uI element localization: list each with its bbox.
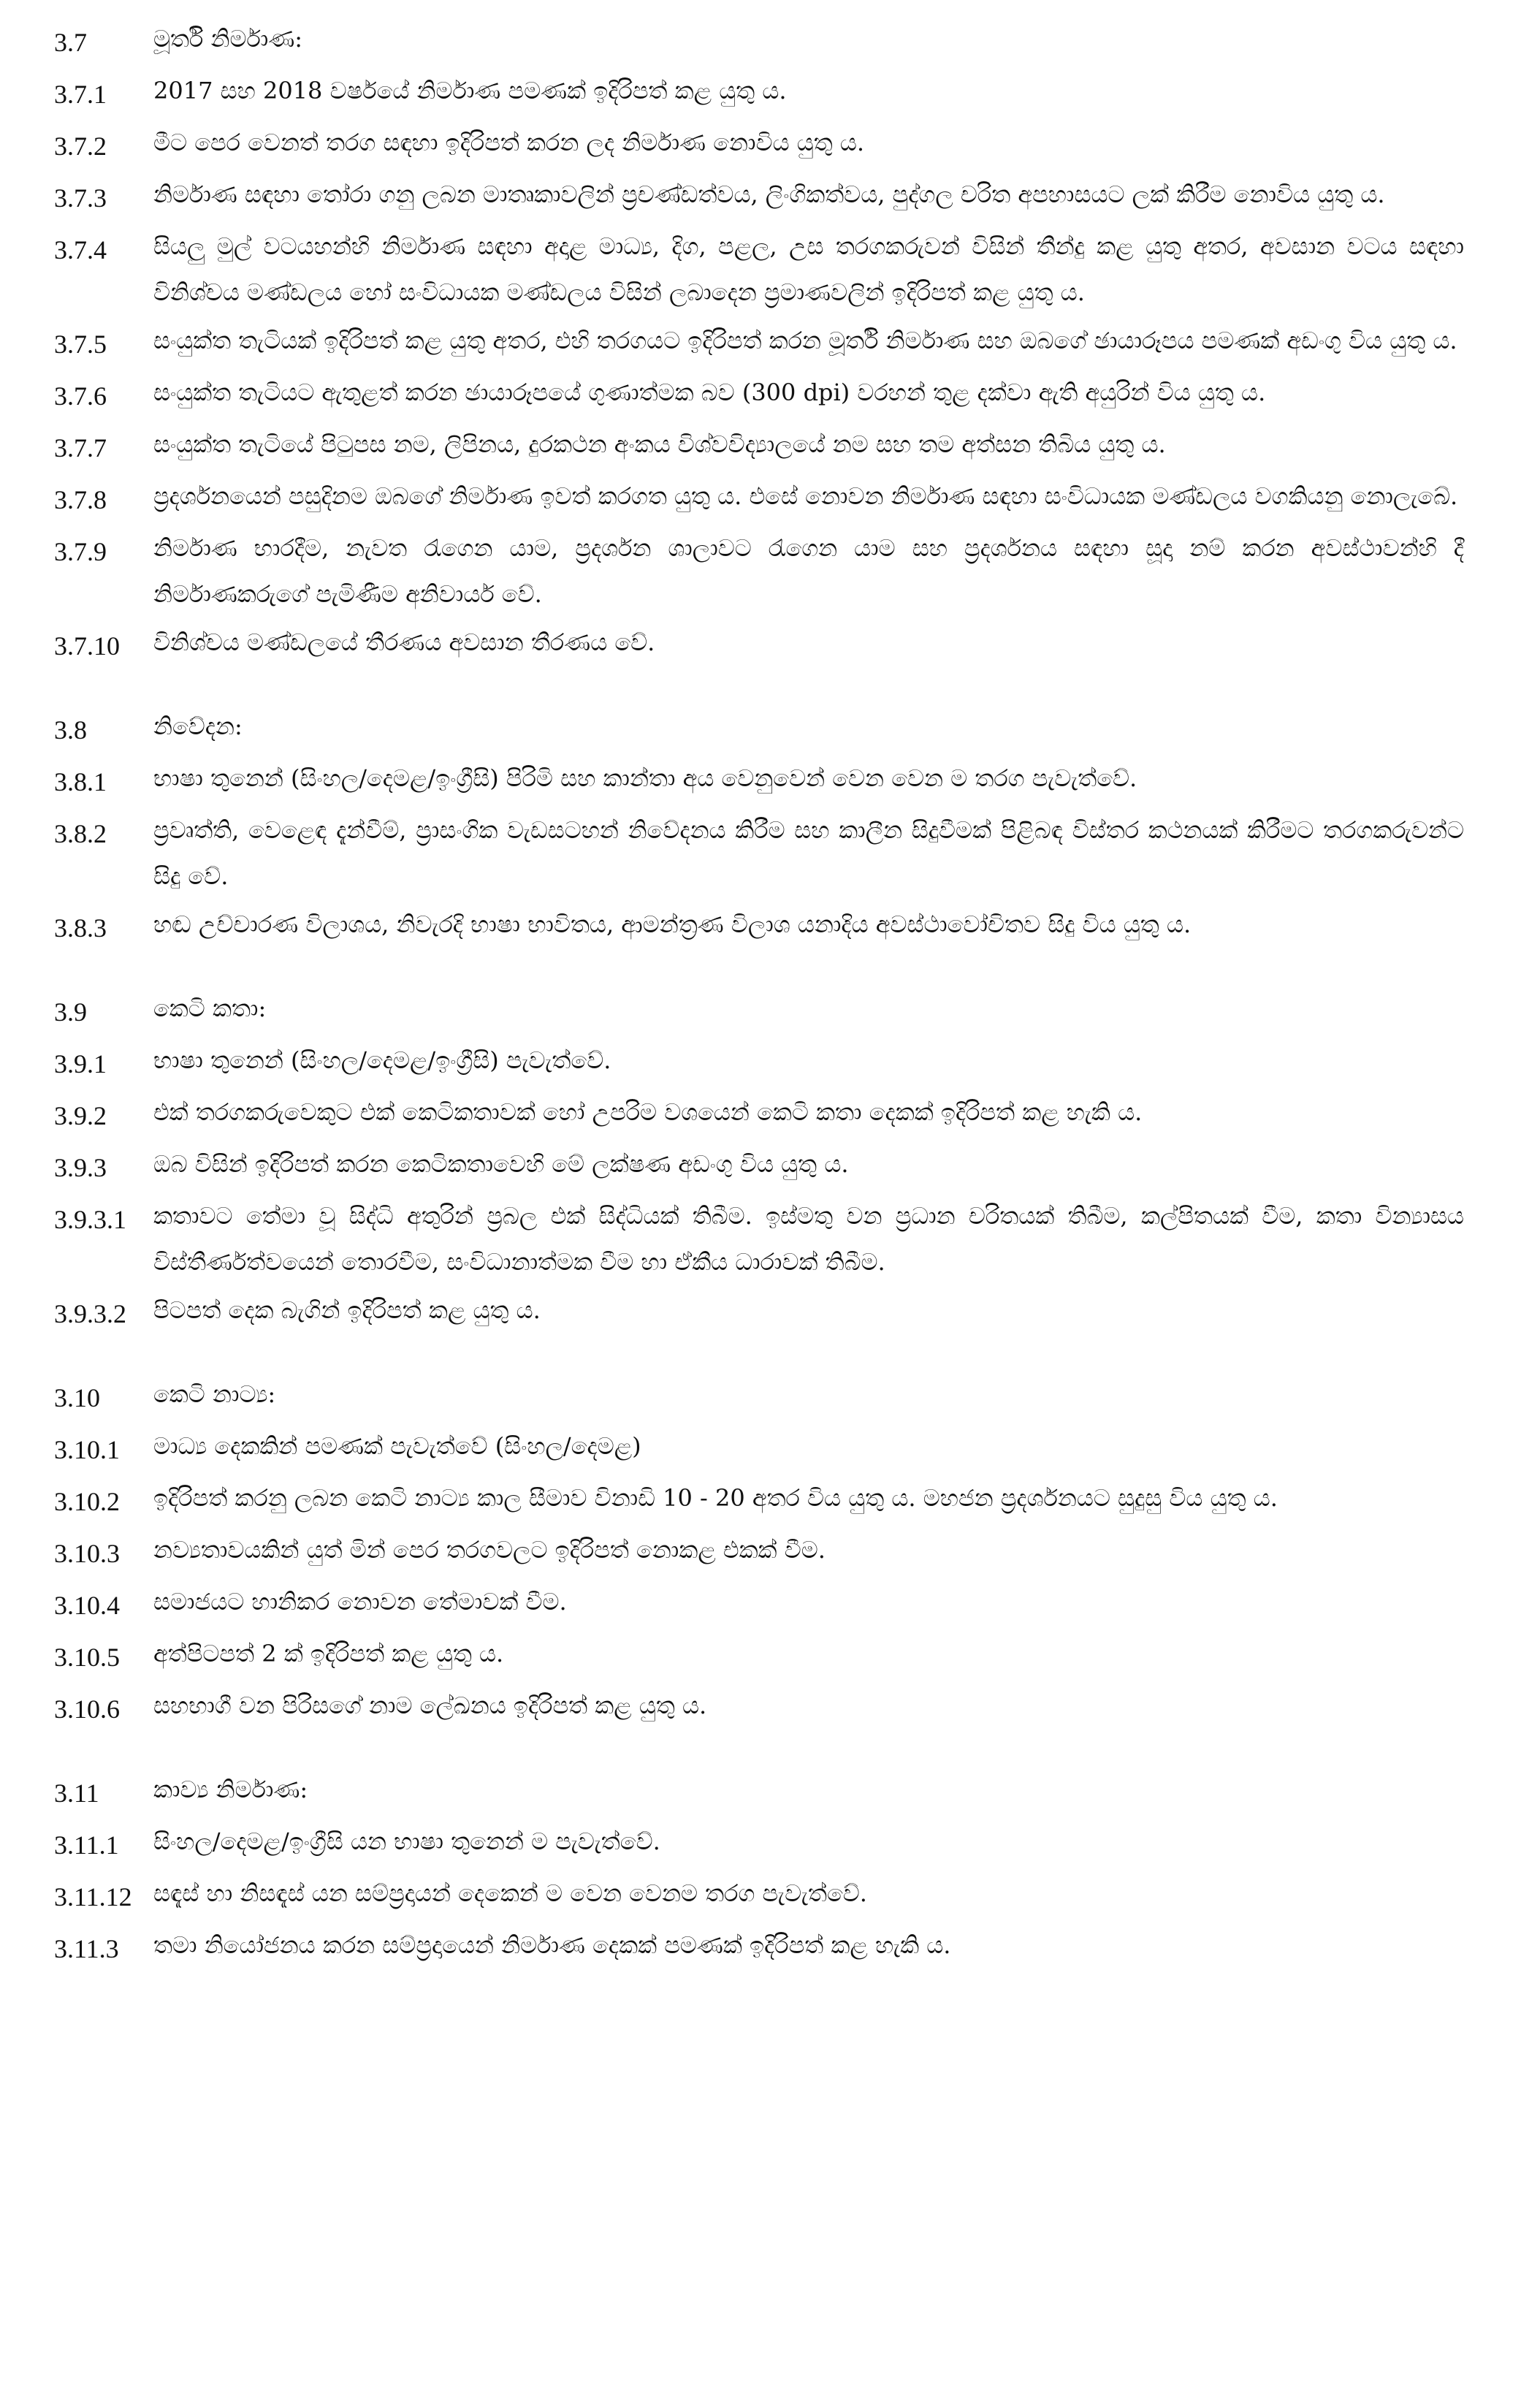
clause-text: ප්‍රවෘත්ති, වෙළෙඳ දැන්වීම්, ප්‍රාසංගික වැඩසටහන් නිවේදනය කිරීම සහ කාලීන සිදුවීමක් පිළිබඳ විස්තර කථනයක් කිරීමට තරගකරුවන්ට සිදු වේ. bbox=[153, 816, 1464, 890]
clause-text: අත්පිටපත් 2 ක් ඉදිරිපත් කළ යුතු ය. bbox=[153, 1640, 504, 1667]
clause bbox=[54, 473, 1464, 523]
section-number: 3.9 bbox=[54, 997, 87, 1027]
clause bbox=[54, 1819, 1464, 1868]
section bbox=[54, 986, 1464, 1337]
clause bbox=[54, 1631, 1464, 1681]
clause bbox=[54, 1683, 1464, 1732]
clause bbox=[54, 1193, 1464, 1285]
clause-number: 3.9.2 bbox=[54, 1101, 107, 1130]
clause-text: සංයුක්ත තැටියේ පිටුපස නම, ලිපිනය, දුරකථන අංකය විශ්වවිද්‍යාලයේ නම සහ තම අත්සන තිබිය යුතු ය. bbox=[153, 430, 1166, 458]
clause-text: ප්‍රදර්ශනයෙන් පසුදිනම ඔබගේ නිර්මාණ ඉවත් කරගත යුතු ය. එසේ නොවන නිර්මාණ සඳහා සංවිධායක මණ්ඩලය වගකියනු නොලැබේ. bbox=[153, 482, 1458, 510]
clause bbox=[54, 1089, 1464, 1139]
clause bbox=[54, 1038, 1464, 1087]
clause-number: 3.10.2 bbox=[54, 1487, 120, 1516]
section-items bbox=[54, 756, 1464, 951]
clause-number: 3.11.3 bbox=[54, 1934, 119, 1963]
section-title: මූර්ති නිර්මාණ: bbox=[153, 25, 303, 53]
clause-number: 3.7.2 bbox=[54, 132, 107, 161]
section-number: 3.11 bbox=[54, 1779, 99, 1808]
clause bbox=[54, 120, 1464, 170]
clause-text: භාෂා තුනෙන් (සිංහල/දෙමළ/ඉංග්‍රීසි) පිරිමි සහ කාන්තා අය වෙනුවෙන් වෙන වෙන ම තරග පැවැත්වේ. bbox=[153, 764, 1137, 792]
section-spacer bbox=[54, 1735, 1464, 1767]
clause bbox=[54, 1287, 1464, 1337]
clause-text: නිර්මාණ සඳහා තෝරා ගනු ලබන මාතෘකාවලින් ප්‍රචණ්ඩත්වය, ලිංගිකත්වය, පුද්ගල චරිත අපහාසයට ලක් කිරීම නොවිය යුතු ය. bbox=[153, 180, 1385, 208]
clause-number: 3.7.9 bbox=[54, 537, 107, 566]
section bbox=[54, 1372, 1464, 1732]
clause-number: 3.8.1 bbox=[54, 767, 107, 796]
section-heading bbox=[54, 1767, 1464, 1817]
section-heading bbox=[54, 704, 1464, 753]
clause-number: 3.10.4 bbox=[54, 1591, 120, 1620]
clause-text: භාෂා තුනෙන් (සිංහල/දෙමළ/ඉංග්‍රීසි) පැවැත්වේ. bbox=[153, 1046, 611, 1074]
clause-number: 3.11.12 bbox=[54, 1882, 132, 1912]
section-items bbox=[54, 1819, 1464, 1972]
clause-text: 2017 සහ 2018 වර්ෂයේ නිර්මාණ පමණක් ඉදිරිපත් කළ යුතු ය. bbox=[153, 77, 787, 104]
section-title: කෙටි කතා: bbox=[153, 994, 267, 1022]
section bbox=[54, 704, 1464, 951]
clause-text: සංයුක්ත තැටියට ඇතුළත් කරන ඡායාරූපයේ ගුණාත්මක බව (300 dpi) වරහන් තුළ දක්වා ඇති අයුරින් විය යුතු ය. bbox=[153, 379, 1266, 406]
document-page bbox=[54, 16, 1464, 1974]
clause bbox=[54, 370, 1464, 419]
clause-number: 3.7.1 bbox=[54, 80, 107, 109]
clause-number: 3.10.1 bbox=[54, 1435, 120, 1464]
clause bbox=[54, 756, 1464, 805]
section-number: 3.7 bbox=[54, 28, 87, 57]
section-heading bbox=[54, 986, 1464, 1035]
clause-text: පිටපත් දෙක බැගින් ඉදිරිපත් කළ යුතු ය. bbox=[153, 1296, 541, 1324]
clause-number: 3.9.3 bbox=[54, 1153, 107, 1182]
section-number: 3.8 bbox=[54, 715, 87, 745]
clause bbox=[54, 1579, 1464, 1629]
clause-text: සමාජයට හානිකර නොවන තේමාවක් වීම. bbox=[153, 1588, 567, 1616]
section-title: කාව්‍ය නිර්මාණ: bbox=[153, 1776, 308, 1803]
clause-text: කතාවට තේමා වූ සිද්ධි අතුරින් ප්‍රබල එක් සිද්ධියක් තිබීම. ඉස්මතු වන ප්‍රධාන චරිතයක් තිබීම, කල්පිතයක් වීම, කතා වින්‍යාසය විස්තීර්ණත්වයෙන් තොරවීම, සංවිධානාත්මක වීම හා ඒකීය ධාරාවක් තිබීම. bbox=[153, 1202, 1464, 1276]
clause bbox=[54, 1475, 1464, 1525]
clause-text: නිර්මාණ භාරදීම, නැවත රැගෙන යාම, ප්‍රදර්ශන ශාලාවට රැගෙන යාම සහ ප්‍රදර්ශනය සඳහා සූදා නම් කරන අවස්ථාවන්හි දී නිර්මාණකරුගේ පැමිණීම අනිවාර්ය වේ. bbox=[153, 534, 1464, 608]
clause-number: 3.7.3 bbox=[54, 183, 107, 213]
clause-text: ඉදිරිපත් කරනු ලබන කෙටි නාට්‍ය කාල සීමාව විනාඩි 10 - 20 අතර විය යුතු ය. මහජන ප්‍රදර්ශනයට සුදුසු විය යුතු ය. bbox=[153, 1484, 1278, 1512]
clause bbox=[54, 1527, 1464, 1577]
clause bbox=[54, 224, 1464, 316]
clause-number: 3.8.2 bbox=[54, 819, 107, 848]
clause-number: 3.7.10 bbox=[54, 631, 120, 661]
clause-number: 3.10.3 bbox=[54, 1539, 120, 1568]
clause bbox=[54, 422, 1464, 471]
clause bbox=[54, 318, 1464, 368]
section-spacer bbox=[54, 672, 1464, 704]
clause bbox=[54, 807, 1464, 899]
section bbox=[54, 16, 1464, 669]
section-number: 3.10 bbox=[54, 1383, 100, 1412]
clause bbox=[54, 68, 1464, 118]
clause bbox=[54, 1423, 1464, 1473]
clause-text: සහභාගී වන පිරිසගේ නාම ලේඛනය ඉදිරිපත් කළ යුතු ය. bbox=[153, 1692, 707, 1719]
clause-text: මාධ්‍ය දෙකකින් පමණක් පැවැත්වේ (සිංහල/දෙමළ) bbox=[153, 1432, 641, 1460]
section-spacer bbox=[54, 954, 1464, 986]
clause-text: සංයුක්ත තැටියක් ඉදිරිපත් කළ යුතු අතර, එහි තරගයට ඉදිරිපත් කරන මූර්ති නිර්මාණ සහ ඔබගේ ඡායාරූපය පමණක් අඩංගු විය යුතු ය. bbox=[153, 327, 1457, 354]
clause-number: 3.7.7 bbox=[54, 433, 107, 463]
clause-number: 3.11.1 bbox=[54, 1830, 119, 1860]
clause-text: සියලු මුල් වටයහන්හි නිර්මාණ සඳහා අදාළ මාධ්‍ය, දිග, පළල, උස තරගකරුවන් විසින් තීන්දු කළ යුතු අතර, අවසාන වටය සඳහා විනිශ්චය මණ්ඩලය හෝ සංවිධායක මණ්ඩලය විසින් ලබාදෙන ප්‍රමාණවලින් ඉදිරිපත් කළ යුතු ය. bbox=[153, 232, 1464, 306]
clause-number: 3.7.5 bbox=[54, 330, 107, 359]
clause-text: එක් තරගකරුවෙකුට එක් කෙටිකතාවක් හෝ උපරිම වශයෙන් කෙටි කතා දෙකක් ඉදිරිපත් කළ හැකි ය. bbox=[153, 1098, 1143, 1126]
clause-number: 3.9.3.1 bbox=[54, 1205, 126, 1234]
clause-text: සඳැස් හා නිසඳැස් යන සම්ප්‍රදායන් දෙකෙන් ම වෙන වෙනම තරග පැවැත්වේ. bbox=[153, 1879, 867, 1907]
clause-number: 3.7.6 bbox=[54, 381, 107, 411]
clause-text: හඬ උච්චාරණ විලාශය, නිවැරදි භාෂා භාවිතය, ආමන්ත්‍රණ විලාශ යනාදිය අවස්ථාවෝචිතව සිදු විය යුතු ය. bbox=[153, 910, 1192, 938]
clause-text: සිංහල/දෙමළ/ඉංග්‍රීසි යන භාෂා තුනෙන් ම පැවැත්වේ. bbox=[153, 1827, 660, 1855]
clause-number: 3.9.3.2 bbox=[54, 1299, 126, 1328]
clause-number: 3.7.8 bbox=[54, 485, 107, 514]
clause bbox=[54, 1922, 1464, 1972]
clause bbox=[54, 172, 1464, 221]
clause bbox=[54, 902, 1464, 951]
clause-text: තමා නියෝජනය කරන සම්ප්‍රදායෙන් නිර්මාණ දෙකක් පමණක් ඉදිරිපත් කළ හැකි ය. bbox=[153, 1931, 951, 1959]
clause-number: 3.8.3 bbox=[54, 913, 107, 943]
section-items bbox=[54, 68, 1464, 669]
clause-number: 3.7.4 bbox=[54, 235, 107, 265]
section-items bbox=[54, 1423, 1464, 1732]
clause bbox=[54, 525, 1464, 617]
clause bbox=[54, 1871, 1464, 1920]
section-heading bbox=[54, 16, 1464, 66]
clause-text: මීට පෙර වෙනත් තරග සඳහා ඉදිරිපත් කරන ලද නිර්මාණ නොවිය යුතු ය. bbox=[153, 129, 865, 156]
clause-number: 3.10.6 bbox=[54, 1694, 120, 1724]
section-heading bbox=[54, 1372, 1464, 1421]
section bbox=[54, 1767, 1464, 1972]
section-items bbox=[54, 1038, 1464, 1337]
clause-text: නව්‍යතාවයකින් යුත් මින් පෙර තරගවලට ඉදිරිපත් නොකළ එකක් වීම. bbox=[153, 1536, 826, 1564]
clause bbox=[54, 620, 1464, 669]
clause-number: 3.9.1 bbox=[54, 1049, 107, 1079]
clause-text: විනිශ්චය මණ්ඩලයේ තීරණය අවසාන තීරණය වේ. bbox=[153, 628, 655, 656]
section-title: කෙටි නාට්‍ය: bbox=[153, 1380, 276, 1408]
clause-number: 3.10.5 bbox=[54, 1643, 120, 1672]
clause bbox=[54, 1141, 1464, 1191]
section-spacer bbox=[54, 1339, 1464, 1372]
section-title: නිවේදන: bbox=[153, 712, 243, 740]
clause-text: ඔබ විසින් ඉදිරිපත් කරන කෙටිකතාවෙහි මේ ලක්ෂණ අඩංගු විය යුතු ය. bbox=[153, 1150, 849, 1178]
